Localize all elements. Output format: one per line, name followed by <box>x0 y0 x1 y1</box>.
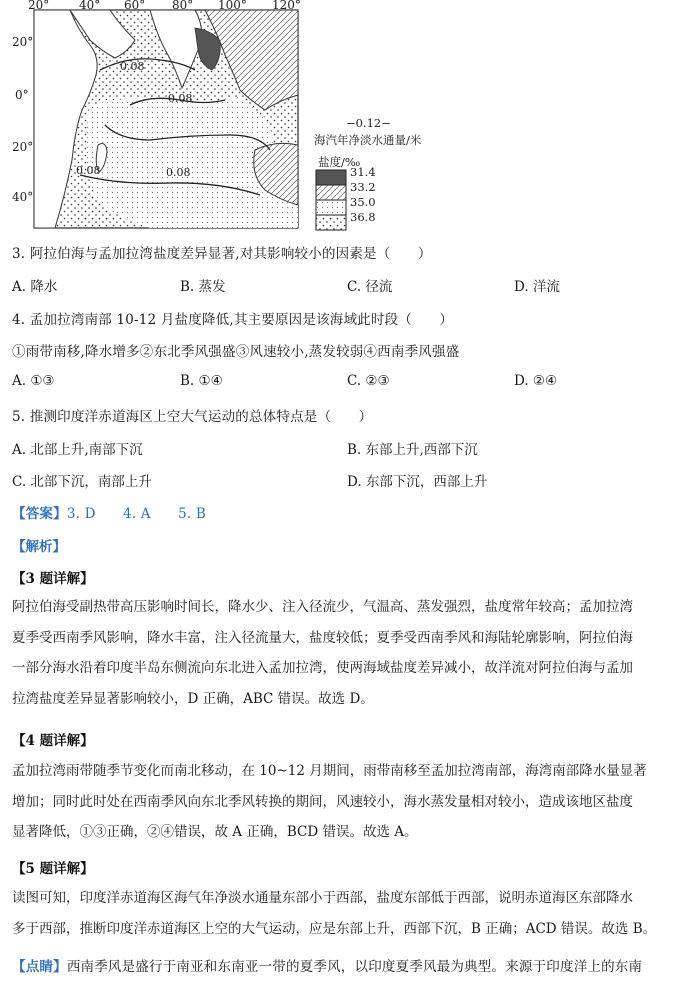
question-5-option-b[interactable]: B. 东部上升,西部下沉 <box>347 442 478 458</box>
detail-5-tag: 【5 题详解】 <box>12 861 94 877</box>
contour-value-label: 0.08 <box>168 92 193 105</box>
lat-label: 40° <box>12 190 34 204</box>
legend-salinity-value: 36.8 <box>350 210 376 224</box>
question-3-option-b[interactable]: B. 蒸发 <box>180 279 226 295</box>
question-3-option-a[interactable]: A. 降水 <box>12 279 58 295</box>
answer-line <box>12 502 206 522</box>
legend-swatch-light-dots <box>316 200 346 215</box>
detail-3-tag: 【3 题详解】 <box>12 571 94 587</box>
legend-swatch-dark <box>316 170 346 185</box>
detail-3-line: 拉湾盐度差异显著影响较小，D 正确，ABC 错误。故选 D。 <box>12 690 374 707</box>
tip-line <box>12 955 642 975</box>
analysis-tag: 【解析】 <box>12 539 66 555</box>
detail-3-line: 夏季受西南季风影响，降水丰富，注入径流量大，盐度较低；夏季受西南季风和海陆轮廓影响，阿拉伯海 <box>12 629 633 646</box>
question-4-statements: ①雨带南移,降水增多②东北季风强盛③风速较小,蒸发较弱④西南季风强盛 <box>12 344 460 360</box>
tip-text: 西南季风是盛行于南亚和东南亚一带的夏季风，以印度夏季风最为典型。来源于印度洋上的东南 <box>66 959 643 975</box>
legend-salinity-value: 35.0 <box>350 195 376 209</box>
question-3-stem: 3. 阿拉伯海与孟加拉湾盐度差异显著,对其影响较小的因素是（ ） <box>12 246 432 262</box>
detail-4-line: 显著降低，①③正确，②④错误，故 A 正确，BCD 错误。故选 A。 <box>12 824 418 840</box>
question-5-option-c[interactable]: C. 北部下沉，南部上升 <box>12 474 152 490</box>
lon-label: 80° <box>172 0 194 12</box>
answer-tag: 【答案】 <box>12 506 67 522</box>
detail-5-line: 读图可知，印度洋赤道海区海气年净淡水通量东部小于西部，盐度东部低于西部，说明赤道海区东部降水 <box>12 890 633 906</box>
tip-tag: 【点睛】 <box>12 959 67 975</box>
question-4-option-a[interactable]: A. ①③ <box>12 373 55 389</box>
legend-salinity-value: 31.4 <box>350 165 376 179</box>
legend-contour-caption: 海汽年净淡水通量/米 <box>314 133 422 147</box>
lon-label: 20° <box>28 0 50 12</box>
lon-label: 60° <box>124 0 146 12</box>
legend-contour-sample: −0.12− <box>346 116 391 130</box>
lat-label: 20° <box>12 35 34 49</box>
salinity-map-figure <box>0 0 692 232</box>
detail-3-line: 一部分海水沿着印度半岛东侧流向东北进入孟加拉湾，使两海域盐度差异减小，故洋流对阿拉伯海与孟加 <box>12 660 633 676</box>
legend-salinity-title: 盐度/‰ <box>318 155 361 169</box>
question-4-option-c[interactable]: C. ②③ <box>347 373 390 389</box>
detail-5-paragraph <box>12 883 680 944</box>
question-5-option-d[interactable]: D. 东部下沉，西部上升 <box>347 474 488 490</box>
question-4-option-b[interactable]: B. ①④ <box>180 373 223 389</box>
lon-label: 120° <box>272 0 301 12</box>
lat-label: 0° <box>15 88 29 102</box>
question-4-option-d[interactable]: D. ②④ <box>514 373 558 389</box>
answer-text: 3. D 4. A 5. B <box>66 506 207 522</box>
detail-4-line: 孟加拉湾雨带随季节变化而南北移动，在 10~12 月期间，雨带南移至孟加拉湾南部，海湾南部降水量显著 <box>12 763 647 779</box>
question-3-option-d[interactable]: D. 洋流 <box>514 279 560 295</box>
detail-3-line: 阿拉伯海受副热带高压影响时间长，降水少、注入径流少，气温高、蒸发强烈，盐度常年较高；孟加拉湾 <box>12 599 633 615</box>
legend-swatch-hatch <box>316 185 346 200</box>
contour-value-label: 0.08 <box>76 164 101 177</box>
question-5-stem: 5. 推测印度洋赤道海区上空大气运动的总体特点是（ ） <box>12 409 373 425</box>
contour-value-label: 0.08 <box>166 166 191 179</box>
contour-value-label: 0.08 <box>120 60 145 73</box>
detail-4-tag: 【4 题详解】 <box>12 733 94 749</box>
detail-4-paragraph <box>12 756 680 848</box>
question-3-option-c[interactable]: C. 径流 <box>347 279 393 295</box>
detail-4-line: 增加；同时此时处在西南季风向东北季风转换的期间，风速较小，海水蒸发量相对较小，造成该地区盐度 <box>12 793 633 810</box>
question-5-option-a[interactable]: A. 北部上升,南部下沉 <box>12 442 143 458</box>
legend-swatch-dots <box>316 215 346 230</box>
question-4-stem: 4. 孟加拉湾南部 10-12 月盐度降低,其主要原因是该海域此时段（ ） <box>12 312 454 328</box>
legend-salinity-value: 33.2 <box>350 180 376 194</box>
lon-label: 100° <box>218 0 247 12</box>
detail-5-line: 多于西部，推断印度洋赤道海区上空的大气运动，应是东部上升，西部下沉，B 正确；ACD 错误。故选 B。 <box>12 920 657 937</box>
lon-label: 40° <box>79 0 101 12</box>
lat-label: 20° <box>12 140 34 154</box>
detail-3-paragraph <box>12 592 680 714</box>
